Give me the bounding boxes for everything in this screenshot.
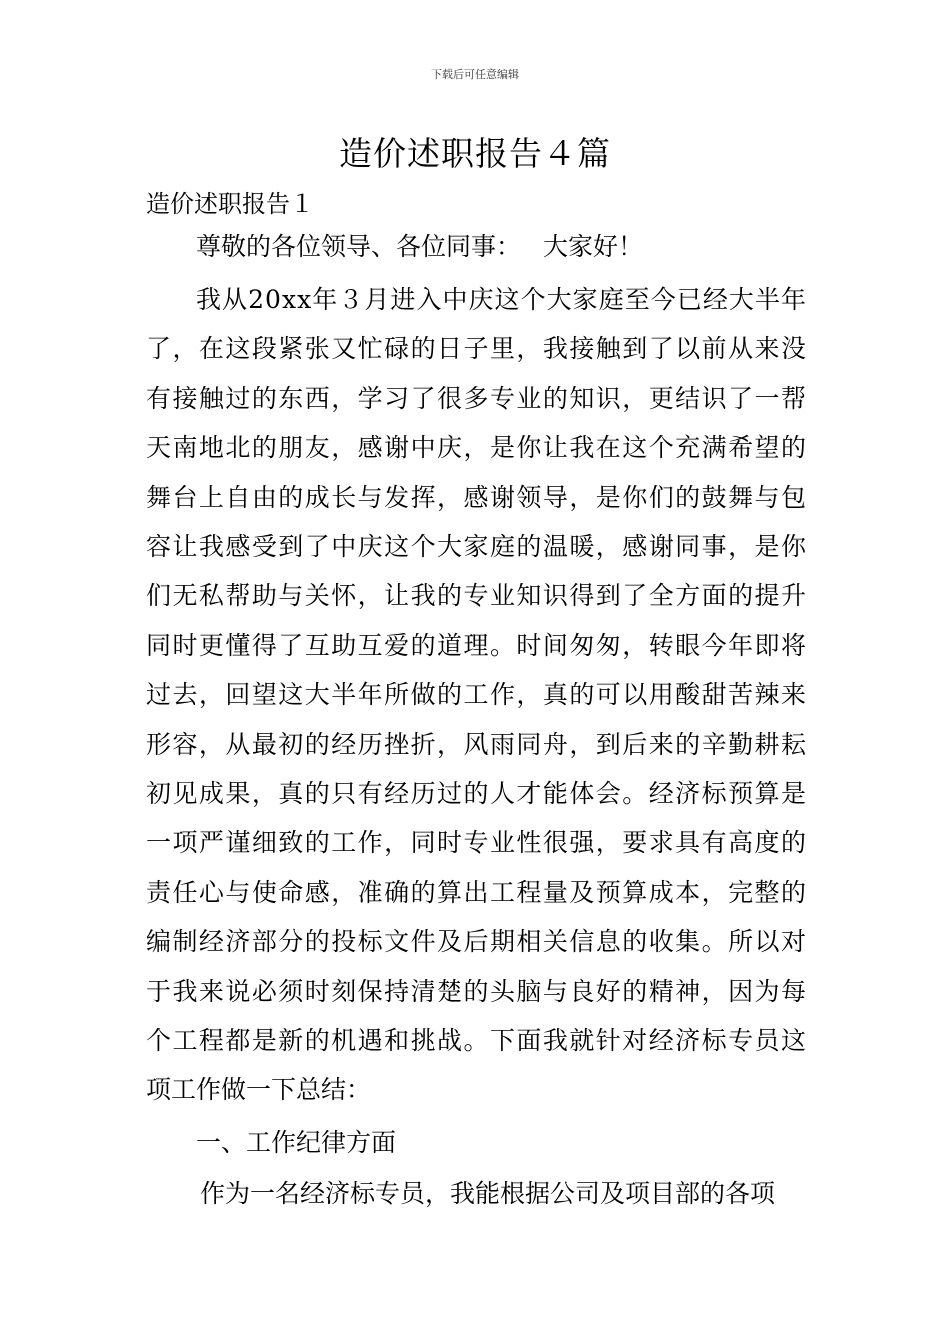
text-line: 天南地北的朋友，感谢中庆，是你让我在这个充满希望的	[146, 433, 808, 463]
text-line: 了，在这段紧张又忙碌的日子里，我接触到了以前从来没	[146, 334, 808, 364]
text-line: 过去，回望这大半年所做的工作，真的可以用酸甜苦辣来	[146, 680, 808, 710]
greeting-line	[196, 232, 643, 262]
text-line: 形容，从最初的经历挫折，风雨同舟，到后来的辛勤耕耘	[146, 729, 808, 759]
text-line: 舞台上自由的成长与发挥，感谢领导，是你们的鼓舞与包	[146, 482, 808, 512]
text-line: 容让我感受到了中庆这个大家庭的温暖，感谢同事，是你	[146, 532, 808, 561]
document-title: 造价述职报告４篇	[339, 134, 611, 173]
text-line: 项工作做一下总结：	[146, 1075, 372, 1105]
text-line: 我从20xx年３月进入中庆这个大家庭至今已经大半年	[196, 285, 808, 314]
text-line: 有接触过的东西，学习了很多专业的知识，更结识了一帮	[146, 383, 808, 413]
text-line: 作为一名经济标专员，我能根据公司及项目部的各项	[200, 1179, 776, 1208]
page-header-note: 下载后可任意编辑	[431, 68, 519, 81]
text-line: 们无私帮助与关怀，让我的专业知识得到了全方面的提升	[146, 581, 808, 611]
text-line: 初见成果，真的只有经历过的人才能体会。经济标预算是	[146, 779, 808, 808]
heading-work-discipline: 一、工作纪律方面	[196, 1128, 397, 1157]
text-line: 编制经济部分的投标文件及后期相关信息的收集。所以对	[146, 927, 808, 957]
hello-text: 大家好！	[543, 232, 644, 261]
text-line: 个工程都是新的机遇和挑战。下面我就针对经济标专员这	[146, 1026, 808, 1055]
salutation: 尊敬的各位领导、各位同事：	[196, 232, 522, 261]
text-line: 同时更懂得了互助互爱的道理。时间匆匆，转眼今年即将	[146, 630, 808, 660]
text-line: 于我来说必须时刻保持清楚的头脑与良好的精神，因为每	[146, 976, 808, 1006]
text-line: 一项严谨细致的工作，同时专业性很强，要求具有高度的	[146, 828, 808, 858]
text-line: 责任心与使命感，准确的算出工程量及预算成本，完整的	[146, 877, 808, 907]
section-title: 造价述职报告１	[146, 190, 314, 218]
